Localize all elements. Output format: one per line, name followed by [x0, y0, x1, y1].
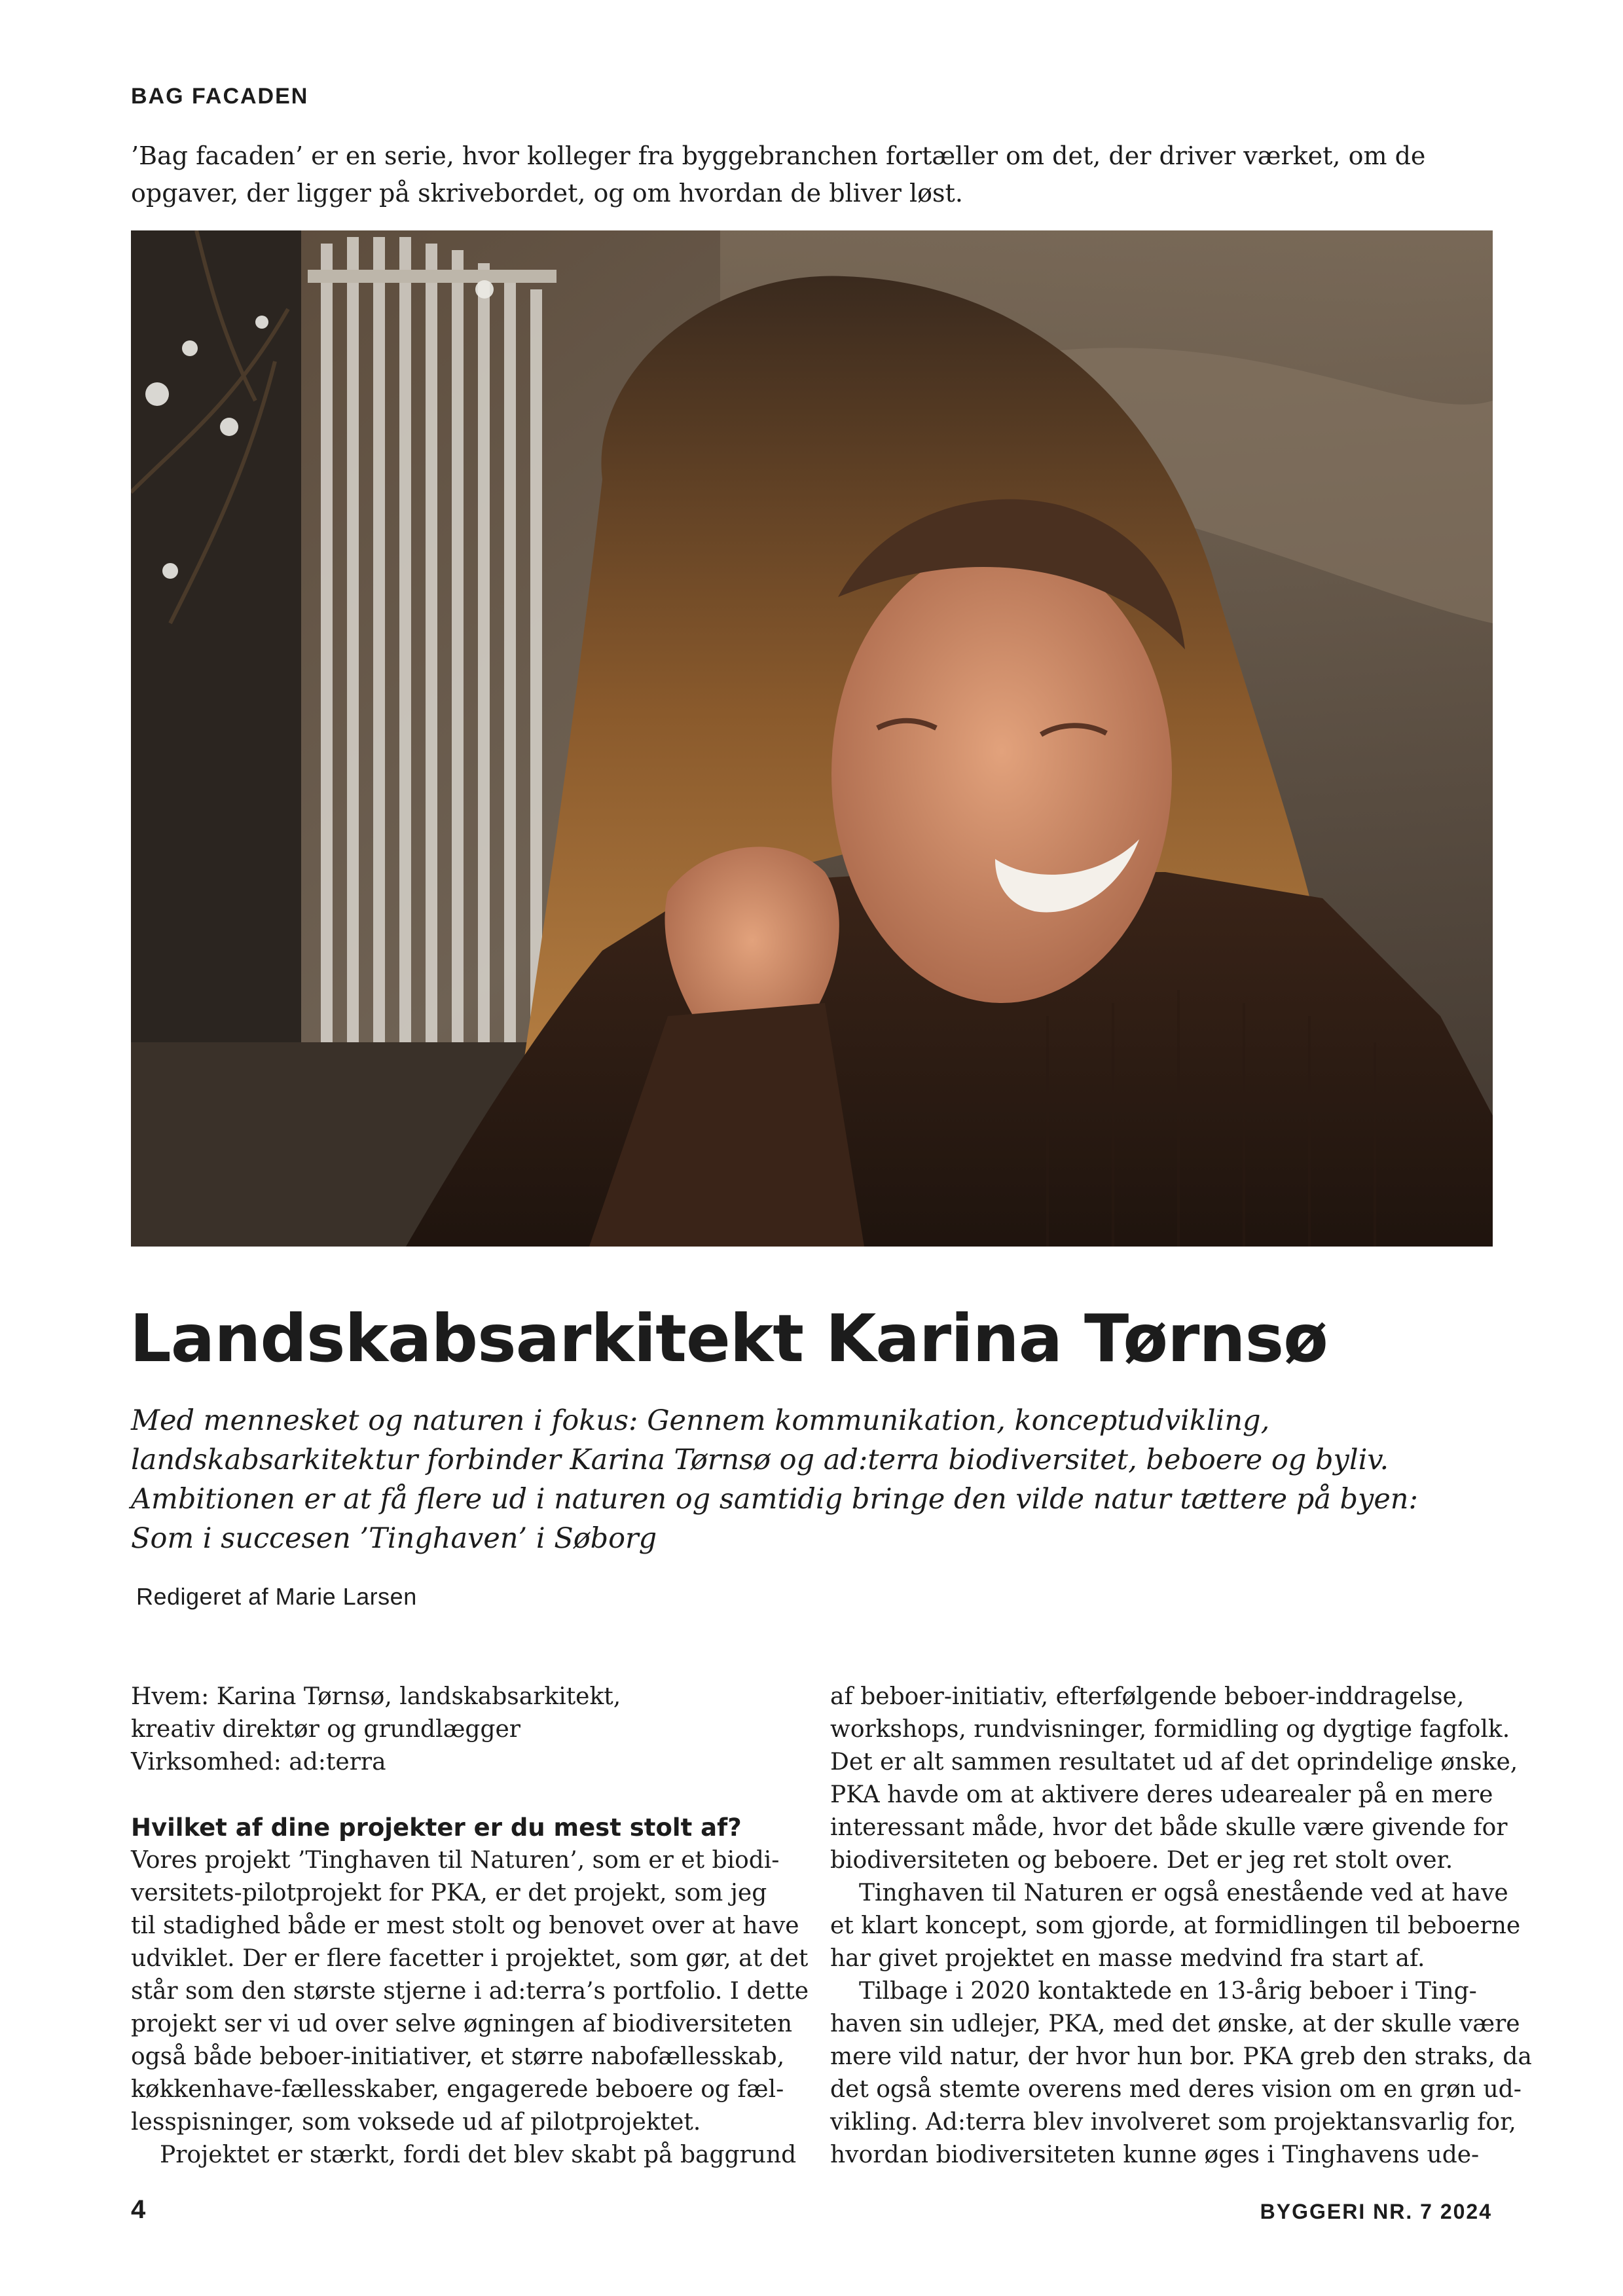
body-line: Tinghaven til Naturen er også enestående ved at have	[859, 1880, 1508, 1906]
article-lead	[131, 1401, 1493, 1558]
body-line: Tilbage i 2020 kontaktede en 13-årig beboer i Ting-	[859, 1978, 1477, 2005]
body-line: interessant måde, hvor det både skulle være givende for	[830, 1814, 1508, 1841]
body-line: af beboer-initiativ, efterfølgende beboer-inddragelse,	[830, 1683, 1465, 1710]
body-line: biodiversiteten og beboere. Det er jeg ret stolt over.	[830, 1847, 1453, 1874]
body-line: hvordan biodiversiteten kunne øges i Tinghavens ude-	[830, 2141, 1480, 2168]
body-line: også både beboer-initiativer, et større nabofællesskab,	[131, 2043, 785, 2070]
body-line: lesspisninger, som voksede ud af pilotprojektet.	[131, 2109, 701, 2136]
lead-line: Ambitionen er at få flere ud i naturen og samtidig bringe den vilde natur tættere på byen:	[131, 1483, 1418, 1516]
body-line: et klart koncept, som gjorde, at formidlingen til beboerne	[830, 1912, 1521, 1939]
body-line: køkkenhave-fællesskaber, engagerede beboere og fæl-	[131, 2076, 784, 2103]
body-column-left	[131, 1681, 809, 2172]
byline: Redigeret af Marie Larsen	[136, 1583, 417, 1610]
body-line: Vores projekt ’Tinghaven til Naturen’, som er et biodi-	[131, 1847, 780, 1874]
section-label: BAG FACADEN	[131, 84, 309, 109]
publication-info: BYGGERI NR. 7 2024	[1260, 2200, 1492, 2223]
body-line: står som den største stjerne i ad:terra’s portfolio. I dette	[131, 1978, 809, 2005]
body-line: har givet projektet en masse medvind fra start af.	[830, 1945, 1425, 1972]
body-line: versitets-pilotprojekt for PKA, er det projekt, som jeg	[131, 1880, 767, 1906]
fact-line: Virksomhed: ad:terra	[131, 1749, 386, 1776]
body-line: projekt ser vi ud over selve øgningen af biodiversiteten	[131, 2011, 793, 2037]
lead-line: Med mennesket og naturen i fokus: Gennem kommunikation, konceptudvikling,	[131, 1404, 1270, 1437]
body-line: Det er alt sammen resultatet ud af det oprindelige ønske,	[830, 1749, 1518, 1776]
body-line: til stadighed både er mest stolt og benovet over at have	[131, 1912, 799, 1939]
body-line: PKA havde om at aktivere deres udearealer på en mere	[830, 1781, 1493, 1808]
body-line: udviklet. Der er flere facetter i projektet, som gør, at det	[131, 1945, 809, 1972]
interview-question: Hvilket af dine projekter er du mest stolt af?	[131, 1813, 742, 1842]
body-line: Projektet er stærkt, fordi det blev skabt på baggrund	[160, 2141, 797, 2168]
body-line: haven sin udlejer, PKA, med det ønske, at der skulle være	[830, 2011, 1520, 2037]
lead-line: landskabsarkitektur forbinder Karina Tørnsø og ad:terra biodiversitet, beboere og byliv.	[131, 1444, 1389, 1476]
portrait-photo	[131, 230, 1493, 1247]
lead-line: Som i succesen ’Tinghaven’ i Søborg	[131, 1522, 657, 1555]
page-number: 4	[131, 2195, 146, 2224]
body-line: mere vild natur, der hvor hun bor. PKA greb den straks, da	[830, 2043, 1532, 2070]
body-column-right	[830, 1681, 1532, 2172]
body-line: vikling. Ad:terra blev involveret som projektansvarlig for,	[830, 2109, 1516, 2136]
body-line: det også stemte overens med deres vision om en grøn ud-	[830, 2076, 1522, 2103]
fact-line: Hvem: Karina Tørnsø, landskabsarkitekt,	[131, 1683, 621, 1710]
article-title: Landskabsarkitekt Karina Tørnsø	[130, 1300, 1328, 1377]
fact-line: kreativ direktør og grundlægger	[131, 1716, 521, 1743]
body-line: workshops, rundvisninger, formidling og dygtige fagfolk.	[830, 1716, 1510, 1743]
series-intro: ’Bag facaden’ er en serie, hvor kolleger fra byggebranchen fortæller om det, der driver værket, om de opgaver, der ligger på skrivebordet, og om hvordan de bliver løst.	[131, 141, 1426, 208]
